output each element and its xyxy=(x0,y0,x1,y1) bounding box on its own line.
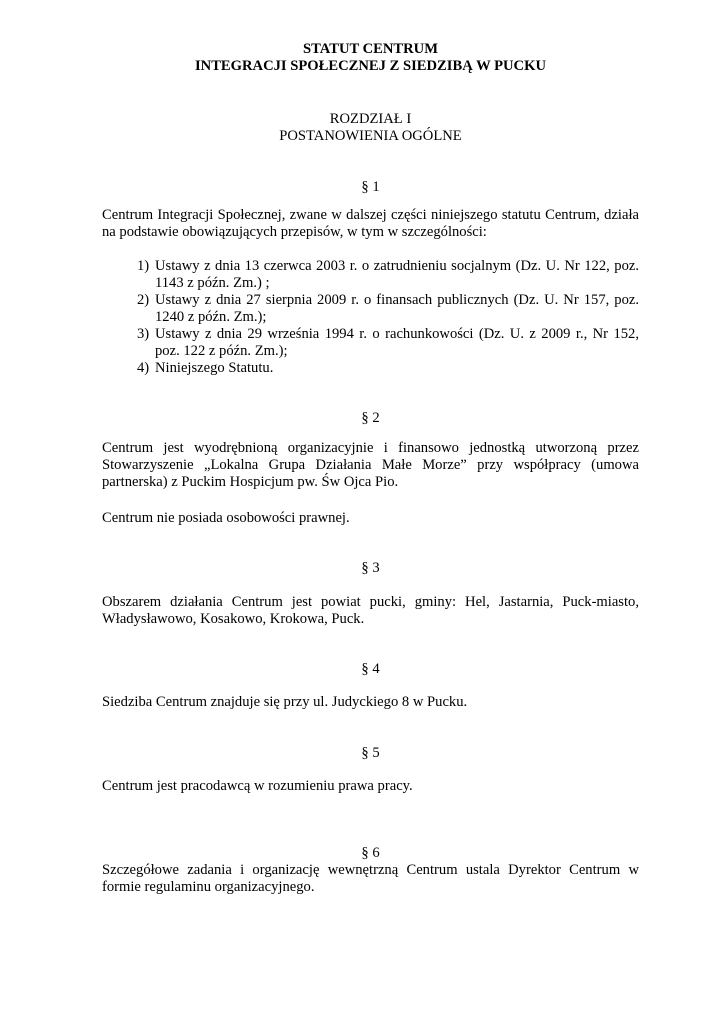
list-item-text: Ustawy z dnia 13 czerwca 2003 r. o zatrudnieniu socjalnym (Dz. U. Nr 122, poz. xyxy=(155,258,639,274)
chapter-heading xyxy=(102,111,639,145)
section-3-heading: § 3 xyxy=(361,560,380,576)
section-5-paragraph xyxy=(102,778,639,795)
section-6-heading: § 6 xyxy=(361,845,380,861)
section-3-line: Obszarem działania Centrum jest powiat pucki, gminy: Hel, Jastarnia, Puck-miasto, xyxy=(102,594,639,610)
section-1-intro-line: na podstawie obowiązujących przepisów, w tym w szczególności: xyxy=(102,224,487,240)
section-1-intro xyxy=(102,207,639,241)
list-item-text: Ustawy z dnia 27 sierpnia 2009 r. o finansach publicznych (Dz. U. Nr 157, poz. xyxy=(155,292,639,308)
section-2-note-text: Centrum nie posiada osobowości prawnej. xyxy=(102,510,350,526)
document-title xyxy=(102,41,639,75)
section-3-paragraph xyxy=(102,594,639,628)
title-line-1: STATUT CENTRUM xyxy=(302,41,438,57)
section-4-heading: § 4 xyxy=(361,661,380,677)
list-item-number: 2) xyxy=(137,292,150,308)
list-item-text: Ustawy z dnia 29 września 1994 r. o rachunkowości (Dz. U. z 2009 r., Nr 152, xyxy=(155,326,639,342)
section-1-intro-line: Centrum Integracji Społecznej, zwane w dalszej części niniejszego statutu Centrum, działa xyxy=(102,207,639,223)
list-item-text: poz. 122 z późn. Zm.); xyxy=(155,343,288,359)
section-2-heading: § 2 xyxy=(361,410,380,426)
section-2-line: Centrum jest wyodrębnioną organizacyjnie i finansowo jednostką utworzoną przez xyxy=(102,440,639,456)
list-item-text: 1143 z późn. Zm.) ; xyxy=(155,275,270,291)
section-3-line: Władysławowo, Kosakowo, Krokowa, Puck. xyxy=(102,611,365,627)
section-6-line: Szczegółowe zadania i organizację wewnętrzną Centrum ustala Dyrektor Centrum w xyxy=(102,862,639,878)
section-4-paragraph xyxy=(102,694,639,711)
list-item xyxy=(137,258,639,292)
section-5-text: Centrum jest pracodawcą w rozumieniu prawa pracy. xyxy=(102,778,413,794)
list-item xyxy=(137,326,639,360)
section-5-heading: § 5 xyxy=(361,745,380,761)
list-item-text: 1240 z późn. Zm.); xyxy=(155,309,267,325)
section-6-line: formie regulaminu organizacyjnego. xyxy=(102,879,315,895)
section-2-note xyxy=(102,510,639,527)
section-2-line: Stowarzyszenie „Lokalna Grupa Działania Małe Morze” przy współpracy (umowa xyxy=(102,457,639,473)
list-item-number: 1) xyxy=(137,258,150,274)
section-1-heading: § 1 xyxy=(361,179,380,195)
chapter-title: POSTANOWIENIA OGÓLNE xyxy=(279,128,462,144)
section-1-list xyxy=(137,258,639,377)
title-line-2: INTEGRACJI SPOŁECZNEJ Z SIEDZIBĄ W PUCKU xyxy=(194,58,546,74)
list-item-text: Niniejszego Statutu. xyxy=(155,360,274,376)
section-6-paragraph xyxy=(102,862,639,896)
section-2-paragraph xyxy=(102,440,639,491)
list-item xyxy=(137,360,639,377)
list-item-number: 3) xyxy=(137,326,150,342)
list-item xyxy=(137,292,639,326)
chapter-number: ROZDZIAŁ I xyxy=(329,111,412,127)
list-item-number: 4) xyxy=(137,360,150,376)
section-4-text: Siedziba Centrum znajduje się przy ul. Judyckiego 8 w Pucku. xyxy=(102,694,468,710)
section-2-line: partnerska) z Puckim Hospicjum pw. Św Ojca Pio. xyxy=(102,474,399,490)
